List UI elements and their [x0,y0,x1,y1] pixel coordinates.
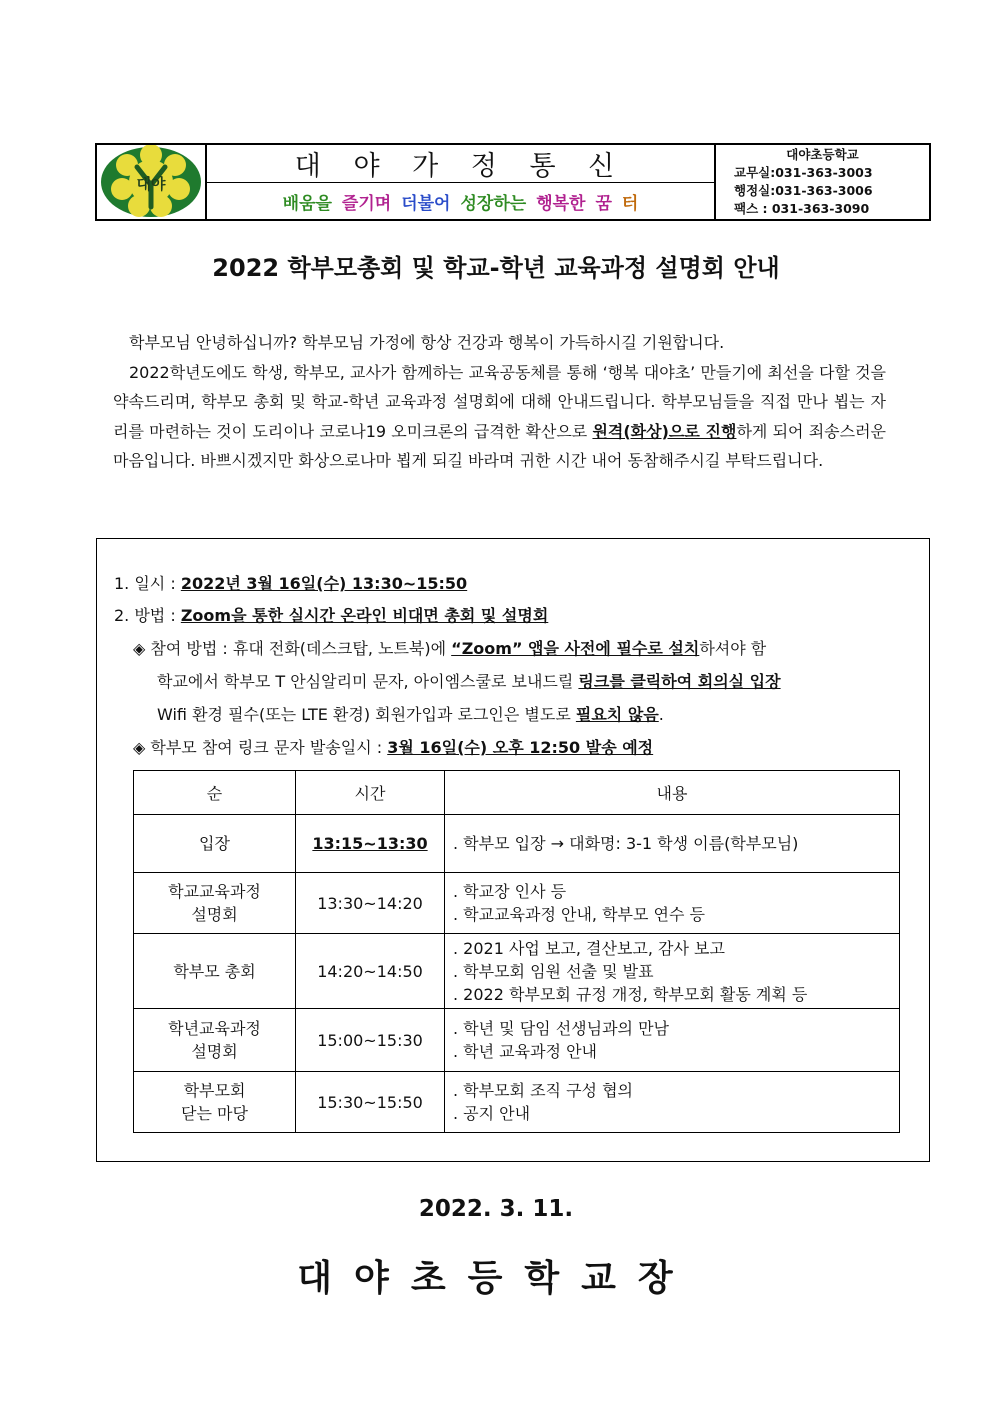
newsletter-title: 대 야 가 정 통 신 [207,145,714,183]
session-name-line: 학교교육과정 [168,882,261,901]
remote-notice: 원격(화상)으로 진행 [592,421,737,441]
sms-schedule [133,735,653,758]
session-name [134,1009,296,1072]
content-item: . 학년 교육과정 안내 [453,1042,597,1061]
session-name-line: 학부모 총회 [173,961,256,981]
method-value: Zoom을 통한 실시간 온라인 비대면 총회 및 설명회 [180,606,549,625]
document-title: 2022 학부모총회 및 학교-학년 교육과정 설명회 안내 [212,254,780,282]
intro-text: 하게 되어 죄송스러운 마음입니다. 바쁘시겠지만 화상으로나마 뵙게 되길 바라며 귀한 시간 내어 동참해주시길 부탁드립니다. [113,421,886,470]
link-text: 학교에서 학부모 T 안심알리미 문자, 아이엠스쿨로 보내드릴 [157,672,579,691]
event-method [114,603,548,626]
session-name-line: 입장 [199,834,230,853]
school-slogan [207,183,714,219]
wifi-text: Wifi 환경 필수(또는 LTE 환경) 회원가입과 로그인은 별도로 [157,705,576,724]
schedule-table [133,770,900,1133]
participation-method [133,636,766,659]
intro-body [113,358,886,476]
event-date [114,571,467,594]
newsletter-header [95,143,931,221]
column-header: 순 [134,771,296,815]
content-item: . 학부모회 조직 구성 협의 [453,1081,633,1100]
column-header: 시간 [296,771,445,815]
table-header-row [134,771,900,815]
session-time: 14:20~14:50 [296,934,445,1009]
session-name-line: 닫는 마당 [181,1104,248,1123]
session-time [296,815,445,873]
slogan-word: 더불어 [401,193,451,214]
principal-signature: 대야초등학교장 [297,1258,695,1299]
intro-paragraph [113,328,886,476]
admin-phone: 행정실:031-363-3006 [734,183,873,198]
column-header: 내용 [445,771,900,815]
content-item: . 2021 사업 보고, 결산보고, 감사 보고 [453,938,725,958]
event-info-box [96,538,930,1162]
date-label: 1. 일시 : [114,574,181,593]
session-content [445,1072,900,1133]
link-click-notice: 링크를 클릭하여 회의실 입장 [578,672,781,691]
content-item: . 학부모 입장 → 대화명: 3-1 학생 이름(학부모님) [453,834,799,853]
date-value: 2022년 3월 16일(수) 13:30~15:50 [180,574,468,593]
slogan-word: 배움을 [282,193,332,214]
office-phone: 교무실:031-363-3003 [734,165,873,180]
slogan-word: 성장하는 [460,193,527,214]
content-item: . 학교장 인사 등 [453,882,567,901]
content-item: . 학년 및 담임 선생님과의 만남 [453,1019,669,1038]
session-name [134,934,296,1009]
no-signup-notice: 필요치 않음 [575,705,659,724]
sms-label: ◈ 학부모 참여 링크 문자 발송일시 : [133,738,388,757]
content-item: . 학부모회 임원 선출 및 발표 [453,961,654,981]
session-name [134,873,296,934]
table-row [134,1072,900,1133]
intro-text: 2022학년도에도 학생, 학부모, 교사가 함께하는 교육공동체를 통해 ‘행복 대야초’ 만들기에 최선을 다할 것을 약속드리며, 학부모 총회 및 학교-학년 교육과정 설명회에 대해 안내드립니다. 학부모님들을 직접 만나 뵙는 자리를 마련하는 것이 도리이나 코로나19 오미크론의 급격한 확산으로 [113,362,886,441]
table-row [134,1009,900,1072]
method-label: 2. 방법 : [114,606,181,625]
school-contact [716,145,929,219]
how-tail: 하셔야 함 [699,639,767,658]
slogan-word: 즐기며 [341,193,392,214]
content-item: . 학교교육과정 안내, 학부모 연수 등 [453,905,705,924]
session-time: 13:30~14:20 [296,873,445,934]
slogan-word: 꿈 [595,193,612,214]
sms-time: 3월 16일(수) 오후 12:50 발송 예정 [387,738,654,757]
issue-date: 2022. 3. 11. [418,1196,574,1222]
session-content [445,815,900,873]
session-name [134,1072,296,1133]
session-content [445,1009,900,1072]
school-emblem-icon [99,145,203,219]
zoom-install-notice: “Zoom” 앱을 사전에 필수로 설치 [451,639,700,658]
header-center [207,145,716,219]
content-item: . 공지 안내 [453,1104,531,1123]
table-row [134,873,900,934]
session-time-text: 13:15~13:30 [312,834,428,853]
session-name [134,815,296,873]
wifi-tail: . [658,705,664,724]
fax-number: 팩스 : 031-363-3090 [734,201,870,216]
session-name-line: 설명회 [191,1042,238,1061]
svg-text:대야: 대야 [136,175,166,193]
table-row [134,815,900,873]
session-name-line: 설명회 [191,905,238,924]
session-time: 15:30~15:50 [296,1072,445,1133]
table-row [134,934,900,1009]
slogan-word: 행복한 [536,193,586,214]
content-item: . 2022 학부모회 규정 개정, 학부모회 활동 계획 등 [453,984,808,1004]
session-name-line: 학부모회 [183,1081,246,1100]
school-logo [97,145,207,219]
wifi-instruction [157,702,664,725]
link-instruction [157,669,781,692]
greeting-line: 학부모님 안녕하십니까? 학부모님 가정에 항상 건강과 행복이 가득하시길 기원합니다. [129,333,725,352]
session-time: 15:00~15:30 [296,1009,445,1072]
session-name-line: 학년교육과정 [168,1019,261,1038]
how-label: ◈ 참여 방법 : 휴대 전화(데스크탑, 노트북)에 [133,639,452,658]
session-content [445,934,900,1009]
school-name: 대야초등학교 [786,147,859,162]
slogan-word: 터 [621,193,639,214]
session-content [445,873,900,934]
